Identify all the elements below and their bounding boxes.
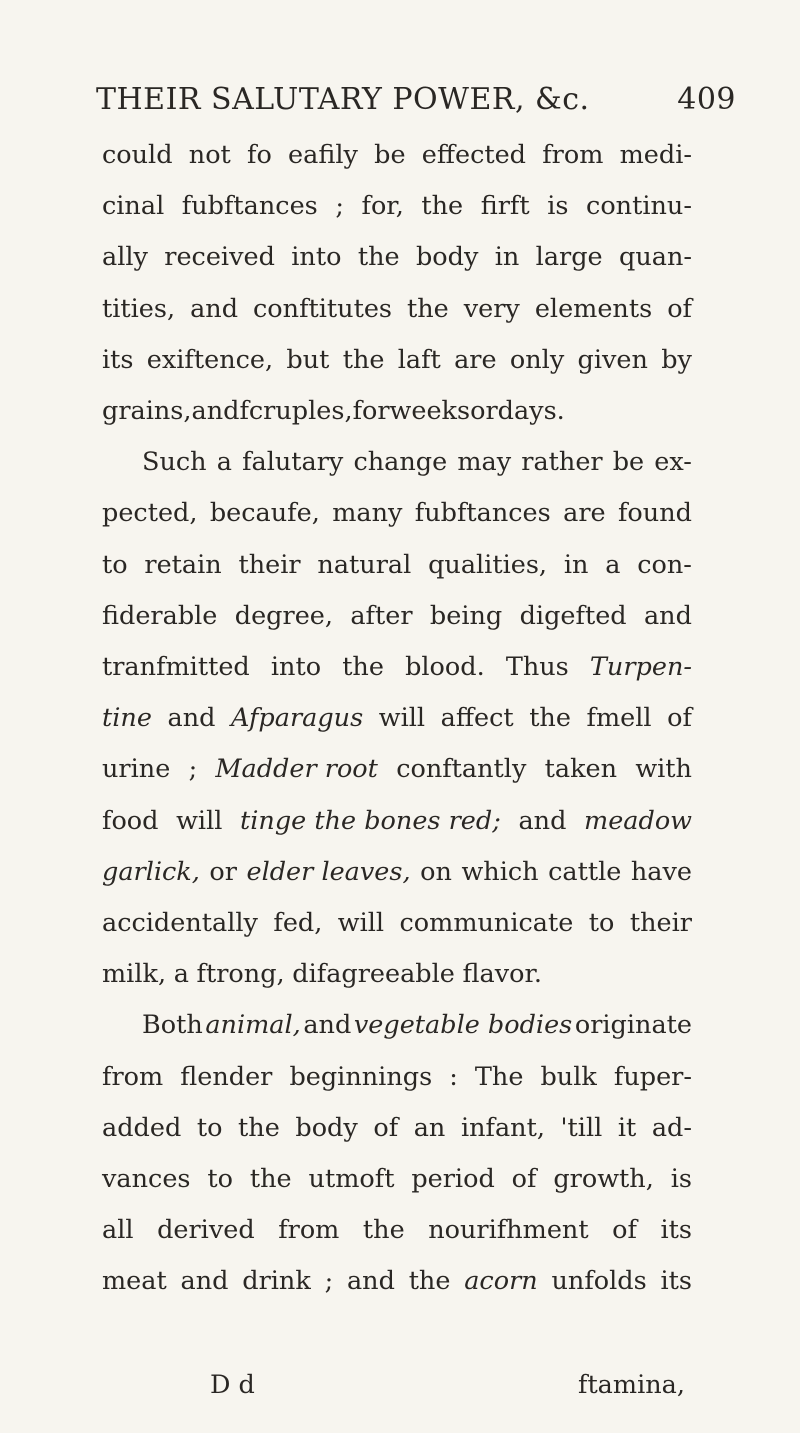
word: received [164, 242, 275, 273]
word: beginnings [289, 1061, 433, 1092]
word: for [352, 396, 390, 426]
word: the [408, 1266, 451, 1297]
word: a [216, 447, 232, 478]
word: and [190, 293, 239, 324]
text-line [102, 345, 692, 375]
page-number: 409 [677, 82, 736, 117]
word: weeks [389, 396, 471, 426]
word: very [463, 293, 520, 324]
word: fubftances [414, 498, 551, 529]
word: fo [247, 140, 272, 170]
word: accidentally [102, 908, 258, 938]
word: the [342, 344, 385, 375]
word: The [474, 1061, 524, 1092]
word: laft [397, 344, 441, 375]
word: their [238, 549, 301, 580]
word: fmell [586, 703, 652, 734]
word: fubftances [181, 191, 318, 222]
word: not [188, 140, 231, 170]
text-line [102, 242, 692, 272]
word: many [332, 498, 403, 529]
word: grains, [102, 396, 192, 426]
text-line [102, 1113, 692, 1143]
word: only [509, 344, 565, 375]
word: tities, [102, 293, 176, 324]
word: and [303, 1010, 352, 1041]
word: Madder root [215, 754, 378, 785]
word: could [102, 140, 173, 170]
word: body [415, 242, 479, 273]
word: be [612, 447, 645, 478]
word: and [191, 396, 240, 426]
signature-mark: D d [210, 1370, 255, 1400]
text-line [102, 652, 692, 682]
word: digefted [519, 600, 627, 631]
word: eafily [288, 140, 358, 170]
word: ex- [654, 447, 692, 478]
word: may [457, 447, 512, 478]
word: a [173, 959, 189, 990]
word: be [374, 140, 406, 170]
text-line [102, 498, 692, 528]
word: taken [544, 754, 618, 785]
word: tinge the bones red; [240, 805, 501, 836]
word: nourifhment [428, 1215, 589, 1246]
word: into [291, 242, 342, 273]
text-line [102, 857, 692, 887]
word: its [102, 344, 134, 375]
text-line [102, 1215, 692, 1245]
word: to [588, 908, 615, 938]
word: or [209, 856, 237, 887]
word: their [629, 908, 692, 938]
word: ftrong, [196, 959, 285, 990]
text-line [102, 1062, 692, 1092]
word: continu- [586, 191, 692, 222]
word: affect [440, 703, 514, 734]
word: have [630, 856, 692, 887]
word: by [661, 344, 692, 375]
word: and [167, 703, 216, 734]
word: the [342, 652, 384, 682]
word: retain [144, 549, 222, 580]
word: which [461, 856, 539, 887]
catchword: ftamina, [578, 1370, 685, 1400]
word: large [535, 242, 603, 273]
word: acorn [464, 1266, 538, 1297]
word: quan- [619, 242, 692, 273]
word: body [295, 1112, 358, 1143]
word: becaufe, [209, 498, 320, 529]
word: milk, [102, 959, 167, 990]
word: the [529, 703, 571, 734]
text-line [142, 447, 692, 477]
word: unfolds [551, 1266, 647, 1297]
text-line [102, 1266, 692, 1296]
word: are [454, 344, 497, 375]
word: pected, [102, 498, 198, 529]
word: conftitutes [253, 293, 393, 324]
text-line [102, 806, 692, 836]
word: period [411, 1164, 495, 1194]
word: of [511, 1164, 537, 1194]
text-line [102, 191, 692, 221]
text-line [102, 908, 692, 938]
text-line [102, 396, 565, 426]
text-line [102, 140, 692, 170]
word: a [605, 549, 621, 580]
word: and [518, 805, 567, 836]
word: vances [102, 1164, 191, 1194]
word: and [643, 600, 692, 631]
word: qualities, [428, 549, 548, 580]
word: of [373, 1112, 399, 1143]
word: its [660, 1266, 692, 1297]
word: firft [480, 191, 530, 222]
word: drink [242, 1266, 311, 1297]
word: from [542, 140, 604, 170]
word: the [249, 1164, 292, 1194]
word: utmoft [308, 1164, 395, 1194]
word: growth, [553, 1164, 654, 1194]
word: natural [317, 549, 412, 580]
word: Thus [505, 652, 569, 682]
word: flender [180, 1061, 273, 1092]
word: fed, [273, 908, 323, 938]
word: an [413, 1112, 446, 1143]
word: and [180, 1266, 229, 1297]
word: blood. [405, 652, 485, 682]
word: cinal [102, 191, 165, 222]
word: with [635, 754, 692, 785]
word: meadow [584, 805, 692, 836]
word: and [346, 1266, 395, 1297]
word: added [102, 1112, 182, 1143]
word: degree, [234, 600, 333, 631]
word: conftantly [396, 754, 527, 785]
word: after [350, 600, 413, 631]
word: are [563, 498, 606, 529]
word: garlick, [102, 856, 200, 887]
word: is [547, 191, 569, 222]
word: flavor. [462, 959, 542, 990]
word: it [617, 1112, 637, 1143]
word: the [407, 293, 449, 324]
word: infant, [460, 1112, 545, 1143]
word: of [612, 1215, 637, 1246]
word: : [449, 1061, 458, 1092]
word: in [494, 242, 520, 273]
word: of [667, 703, 692, 734]
word: will [337, 908, 385, 938]
word: for, [361, 191, 404, 222]
word: rather [521, 447, 603, 478]
word: ; [335, 191, 344, 222]
word: exiftence, [146, 344, 274, 375]
word: all [102, 1215, 134, 1246]
text-line [102, 959, 542, 989]
word: Such [142, 447, 207, 478]
word: but [286, 344, 330, 375]
word: found [617, 498, 692, 529]
word: days. [497, 396, 565, 426]
text-line [102, 703, 692, 733]
word: tranfmitted [102, 652, 250, 682]
word: elder leaves, [246, 856, 411, 887]
word: the [421, 191, 464, 222]
word: cattle [548, 856, 622, 887]
word: fcruples, [239, 396, 353, 426]
word: from [278, 1215, 340, 1246]
word: communicate [399, 908, 574, 938]
page-header [96, 82, 736, 122]
word: Turpen- [589, 652, 692, 682]
text-line [102, 754, 692, 784]
word: effected [421, 140, 527, 170]
text-line [102, 550, 692, 580]
word: to [102, 549, 128, 580]
word: will [176, 805, 223, 836]
word: falutary [242, 447, 344, 478]
word: its [660, 1215, 692, 1246]
word: fuper- [613, 1061, 692, 1092]
word: into [270, 652, 322, 682]
word: food [102, 805, 159, 836]
text-line [102, 1164, 692, 1194]
word: is [670, 1164, 692, 1194]
word: from [102, 1061, 164, 1092]
word: tine [102, 703, 152, 734]
word: originate [574, 1010, 692, 1041]
word: 'till [560, 1112, 603, 1143]
word: the [362, 1215, 405, 1246]
word: Both [142, 1010, 203, 1041]
word: medi- [619, 140, 692, 170]
running-title: THEIR SALUTARY POWER, &c. [96, 82, 590, 117]
word: meat [102, 1266, 167, 1297]
word: bulk [540, 1061, 597, 1092]
word: vegetable bodies [353, 1010, 573, 1041]
word: ally [102, 242, 148, 273]
text-line [142, 1010, 692, 1040]
word: in [563, 549, 589, 580]
word: ; [188, 754, 198, 785]
word: ; [324, 1266, 334, 1297]
word: Afparagus [231, 703, 364, 734]
word: ad- [651, 1112, 692, 1143]
text-line [102, 294, 692, 324]
word: on [420, 856, 452, 887]
word: derived [157, 1215, 255, 1246]
word: being [429, 600, 503, 631]
word: change [353, 447, 448, 478]
word: given [577, 344, 648, 375]
word: the [357, 242, 400, 273]
word: to [207, 1164, 233, 1194]
word: difagreeable [292, 959, 455, 990]
word: or [470, 396, 498, 426]
word: elements [534, 293, 653, 324]
word: con- [637, 549, 692, 580]
word: animal, [205, 1010, 301, 1041]
word: urine [102, 754, 171, 785]
word: the [238, 1112, 280, 1143]
word: will [378, 703, 426, 734]
text-line [102, 601, 692, 631]
word: of [667, 293, 692, 324]
word: to [196, 1112, 223, 1143]
word: fiderable [102, 600, 218, 631]
